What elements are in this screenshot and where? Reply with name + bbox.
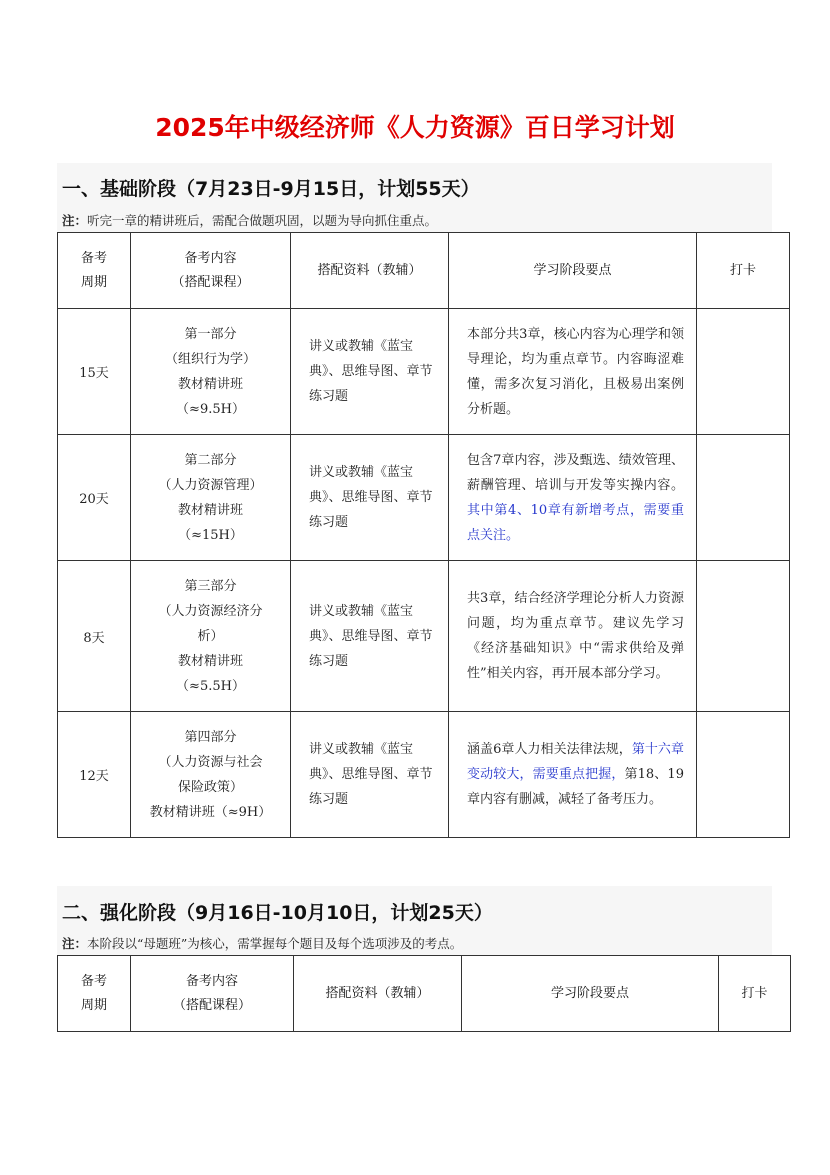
note-text: 听完一章的精讲班后，需配合做题巩固，以题为导向抓住重点。 (87, 213, 438, 228)
row-material: 讲义或教辅《蓝宝典》、思维导图、章节练习题 (291, 435, 449, 561)
highlight-text: 第十六章变动较大，需要重点把握， (467, 742, 684, 782)
header-content: 备考内容 （搭配课程） (131, 956, 294, 1032)
header-content: 备考内容 （搭配课程） (131, 233, 291, 309)
note-text: 本阶段以“母题班”为核心，需掌握每个题目及每个选项涉及的考点。 (87, 936, 463, 951)
row-material: 讲义或教辅《蓝宝典》、思维导图、章节练习题 (291, 561, 449, 712)
row-content: 第四部分 （人力资源与社会 保险政策） 教材精讲班（≈9H） (131, 712, 291, 838)
intensive-stage-table (57, 955, 791, 1032)
table-row (58, 712, 790, 838)
row-material: 讲义或教辅《蓝宝典》、思维导图、章节练习题 (291, 712, 449, 838)
highlight-text: 其中第4、10章有新增考点，需要重点关注。 (467, 502, 684, 543)
row-points: 包含7章内容，涉及甄选、绩效管理、薪酬管理、培训与开发等实操内容。其中第4、10章有新增考点，需要重点关注。 (449, 435, 697, 561)
note-label: 注： (62, 213, 88, 228)
row-checkin-cell[interactable] (697, 309, 790, 435)
row-content: 第一部分 （组织行为学） 教材精讲班 （≈9.5H） (131, 309, 291, 435)
header-checkin: 打卡 (697, 233, 790, 309)
table-row (58, 561, 790, 712)
row-checkin-cell[interactable] (697, 712, 790, 838)
section-1-title: 一、基础阶段（7月23日-9月15日，计划55天） (62, 178, 480, 200)
section-2-note (62, 934, 462, 952)
header-material: 搭配资料（教辅） (291, 233, 449, 309)
page-title: 2025年中级经济师《人力资源》百日学习计划 (155, 113, 675, 142)
row-points: 共3章，结合经济学理论分析人力资源问题，均为重点章节。建议先学习《经济基础知识》中“需求供给及弹性”相关内容，再开展本部分学习。 (449, 561, 697, 712)
basic-stage-table (57, 232, 790, 838)
table-header-row (58, 956, 791, 1032)
row-points: 涵盖6章人力相关法律法规，第十六章变动较大，需要重点把握，第18、19章内容有删减，减轻了备考压力。 (449, 712, 697, 838)
section-2-title: 二、强化阶段（9月16日-10月10日，计划25天） (62, 902, 493, 924)
row-period: 20天 (58, 435, 131, 561)
header-period: 备考 周期 (58, 233, 131, 309)
row-period: 8天 (58, 561, 131, 712)
table-row (58, 435, 790, 561)
row-period: 12天 (58, 712, 131, 838)
row-checkin-cell[interactable] (697, 435, 790, 561)
section-1-note (62, 211, 437, 229)
table-header-row (58, 233, 790, 309)
row-checkin-cell[interactable] (697, 561, 790, 712)
header-period: 备考 周期 (58, 956, 131, 1032)
row-period: 15天 (58, 309, 131, 435)
header-checkin: 打卡 (719, 956, 791, 1032)
header-points: 学习阶段要点 (449, 233, 697, 309)
row-points: 本部分共3章，核心内容为心理学和领导理论，均为重点章节。内容晦涩难懂，需多次复习消化，且极易出案例分析题。 (449, 309, 697, 435)
header-material: 搭配资料（教辅） (294, 956, 462, 1032)
row-content: 第三部分 （人力资源经济分 析） 教材精讲班 （≈5.5H） (131, 561, 291, 712)
table-row (58, 309, 790, 435)
header-points: 学习阶段要点 (462, 956, 719, 1032)
note-label: 注： (62, 936, 88, 951)
row-material: 讲义或教辅《蓝宝典》、思维导图、章节练习题 (291, 309, 449, 435)
row-content: 第二部分 （人力资源管理） 教材精讲班 （≈15H） (131, 435, 291, 561)
